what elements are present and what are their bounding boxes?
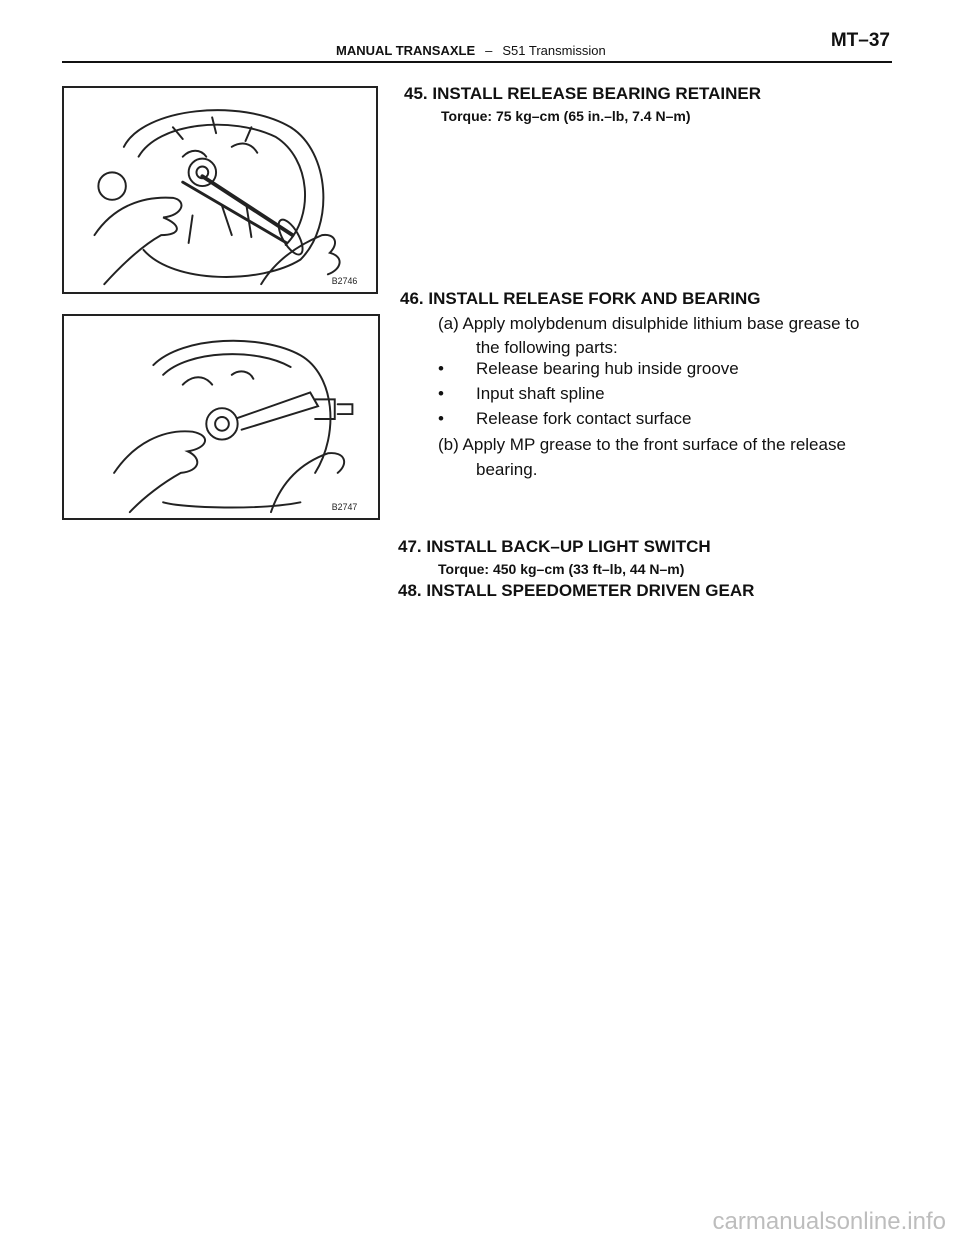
figure-code: B2747 — [331, 502, 358, 513]
bullet-dot: • — [438, 384, 444, 403]
step-46-a-line1: (a) Apply molybdenum disulphide lithium base grease to — [438, 314, 860, 333]
bullet-text: Release bearing hub inside groove — [476, 359, 739, 378]
step-46-a-line2: the following parts: — [476, 338, 618, 357]
header-section: MANUAL TRANSAXLE — [336, 43, 476, 58]
bullet-dot: • — [438, 359, 444, 378]
step-47-title: 47. INSTALL BACK–UP LIGHT SWITCH — [398, 537, 711, 556]
step-45-title: 45. INSTALL RELEASE BEARING RETAINER — [404, 84, 762, 103]
header-rule — [62, 61, 892, 63]
illustration-fork-bearing — [64, 316, 378, 518]
figure-code: B2746 — [331, 276, 358, 287]
step-46-b-line2: bearing. — [476, 460, 538, 479]
bullet-dot: • — [438, 409, 444, 428]
bullet-text: Input shaft spline — [476, 384, 605, 403]
header-subsection: S51 Transmission — [502, 43, 606, 58]
figure-release-fork-bearing — [62, 314, 380, 520]
step-46-b-line1: (b) Apply MP grease to the front surface of the release — [438, 435, 846, 454]
bullet-text: Release fork contact surface — [476, 409, 692, 428]
page-number: MT–37 — [830, 30, 890, 51]
step-48-title: 48. INSTALL SPEEDOMETER DRIVEN GEAR — [398, 581, 755, 600]
running-header — [336, 43, 606, 58]
watermark: carmanualsonline.info — [712, 1208, 946, 1235]
step-45-torque: Torque: 75 kg–cm (65 in.–lb, 7.4 N–m) — [441, 108, 691, 124]
step-47-torque: Torque: 450 kg–cm (33 ft–lb, 44 N–m) — [438, 561, 685, 577]
header-separator: – — [485, 43, 493, 58]
illustration-retainer-torque — [64, 88, 376, 292]
step-46-title: 46. INSTALL RELEASE FORK AND BEARING — [400, 289, 761, 308]
figure-release-bearing-retainer — [62, 86, 378, 294]
